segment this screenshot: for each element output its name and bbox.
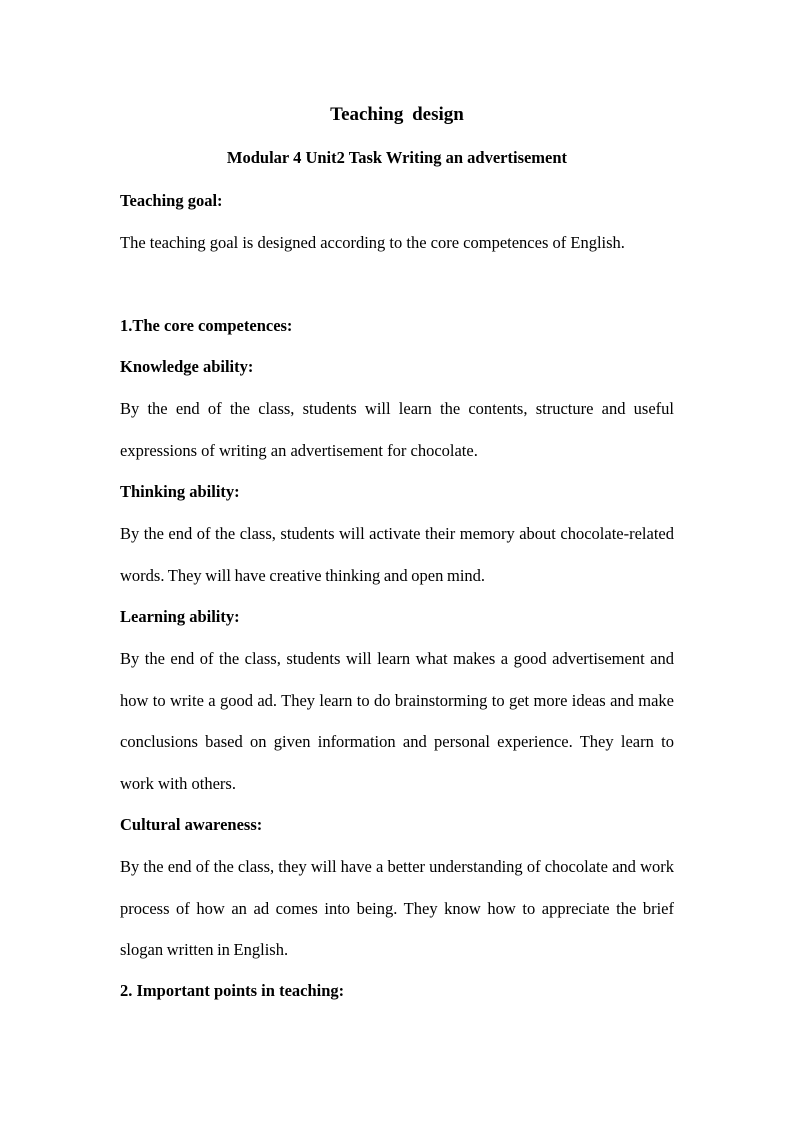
paragraph-cultural-awareness: By the end of the class, they will have a better understanding of chocolate and work process of how an ad comes into being. They know how to appreciate the brief slogan written in English. (120, 857, 674, 959)
page-title: Teaching design (330, 104, 464, 125)
heading-knowledge-ability: Knowledge ability: (120, 357, 254, 376)
paragraph-learning-ability: By the end of the class, students will learn what makes a good advertisement and how to write a good ad. They learn to do brainstorming to get more ideas and make conclusions based on given information and personal experience. They learn to work with others. (120, 649, 674, 793)
heading-learning-ability: Learning ability: (120, 607, 240, 626)
heading-core-competences: 1.The core competences: (120, 316, 293, 335)
heading-thinking-ability: Thinking ability: (120, 482, 240, 501)
paragraph-thinking-ability: By the end of the class, students will activate their memory about chocolate-related words. They will have creative thinking and open mind. (120, 524, 674, 585)
paragraph-knowledge-ability: By the end of the class, students will learn the contents, structure and useful expressions of writing an advertisement for chocolate. (120, 399, 674, 460)
page-subtitle: Modular 4 Unit2 Task Writing an advertisement (226, 148, 568, 167)
paragraph-teaching-goal: The teaching goal is designed according to the core competences of English. (120, 233, 625, 252)
heading-cultural-awareness: Cultural awareness: (120, 815, 263, 834)
heading-important-points: 2. Important points in teaching: (120, 981, 345, 1000)
heading-teaching-goal: Teaching goal: (120, 191, 223, 210)
